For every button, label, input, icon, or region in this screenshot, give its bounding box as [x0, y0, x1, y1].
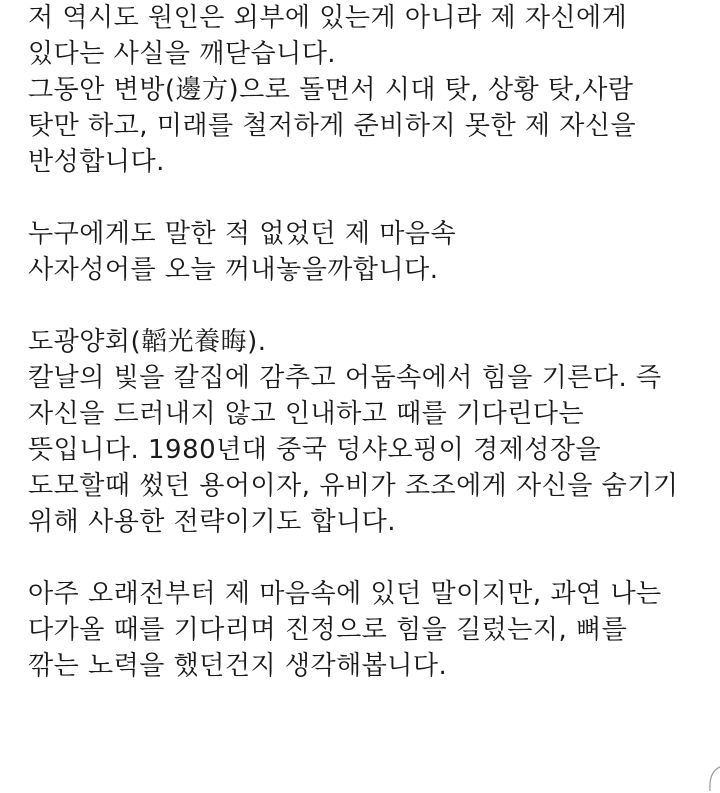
text-line: 깎는 노력을 했던건지 생각해봅니다. — [28, 651, 448, 681]
paragraph-2 — [28, 216, 718, 288]
text-line: 도광양회(韜光養晦). — [28, 327, 267, 357]
text-line: 탓만 하고, 미래를 철저하게 준비하지 못한 제 자신을 — [28, 111, 637, 141]
paragraph-4 — [28, 576, 718, 684]
text-line: 칼날의 빛을 칼집에 감추고 어둠속에서 힘을 기른다. 즉 — [28, 363, 662, 393]
text-line: 그동안 변방(邊方)으로 돌면서 시대 탓, 상황 탓,사람 — [28, 75, 634, 105]
paragraph-1 — [28, 0, 718, 180]
scroll-corner-icon — [706, 763, 720, 793]
text-line: 자신을 드러내지 않고 인내하고 때를 기다린다는 — [28, 399, 585, 429]
text-line: 사자성어를 오늘 꺼내놓을까합니다. — [28, 255, 439, 285]
text-line: 뜻입니다. 1980년대 중국 덩샤오핑이 경제성장을 — [28, 435, 602, 465]
text-line: 위해 사용한 전략이기도 합니다. — [28, 507, 397, 537]
text-line: 반성합니다. — [28, 147, 165, 177]
text-line: 다가올 때를 기다리며 진정으로 힘을 길렀는지, 뼈를 — [28, 615, 628, 645]
text-line: 도모할때 썼던 용어이자, 유비가 조조에게 자신을 숨기기 — [28, 471, 679, 501]
text-line: 저 역시도 원인은 외부에 있는게 아니라 제 자신에게 — [28, 3, 628, 33]
text-line: 아주 오래전부터 제 마음속에 있던 말이지만, 과연 나는 — [28, 579, 662, 609]
text-line: 누구에게도 말한 적 없었던 제 마음속 — [28, 219, 457, 249]
text-line: 있다는 사실을 깨닫습니다. — [28, 39, 337, 69]
document-body — [28, 0, 718, 684]
paragraph-3 — [28, 324, 718, 540]
